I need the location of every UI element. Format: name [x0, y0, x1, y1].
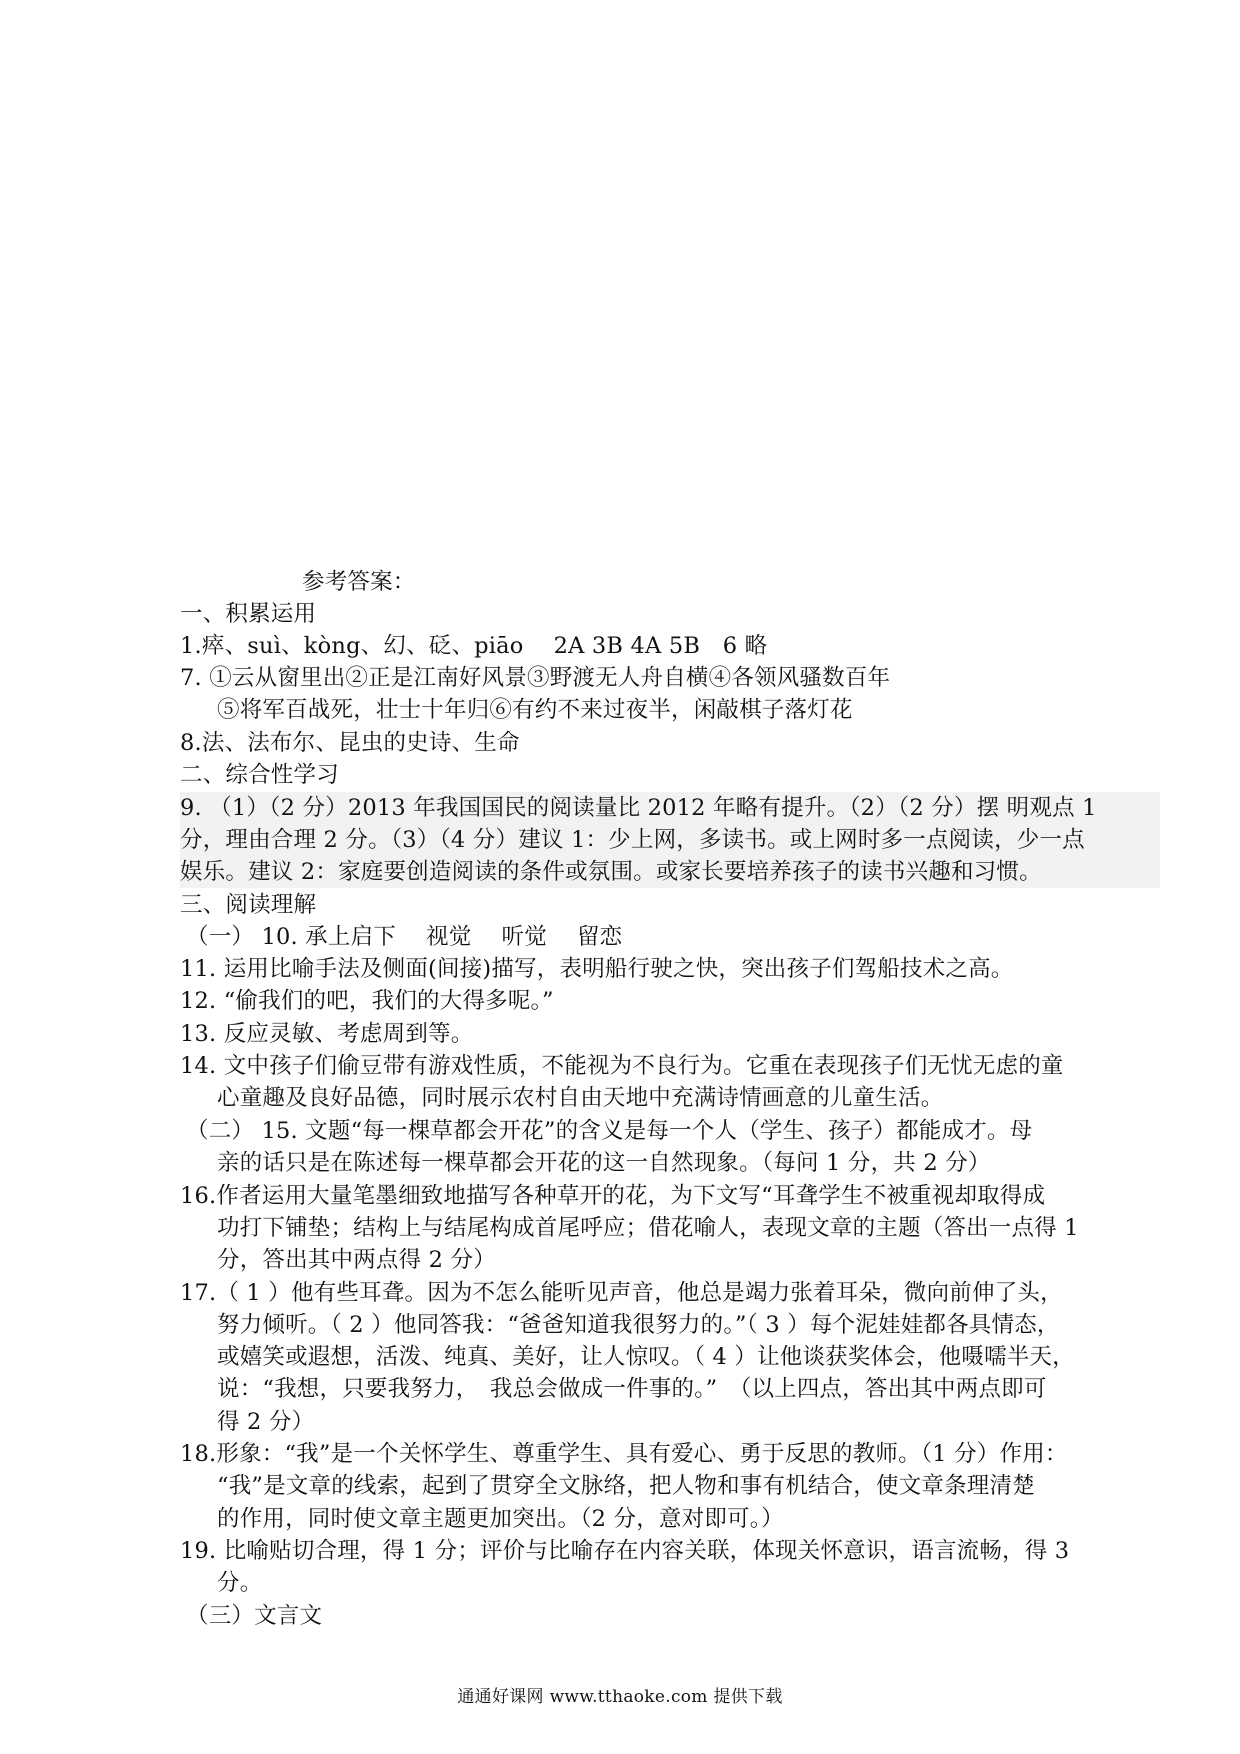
answer-line-14-cont: 心童趣及良好品德，同时展示农村自由天地中充满诗情画意的儿童生活。	[217, 1085, 944, 1111]
answer-line-16: 16.作者运用大量笔墨细致地描写各种草开的花，为下文写“耳聋学生不被重视却取得成	[180, 1183, 1046, 1209]
answer-line-17-cont-4: 得 2 分）	[217, 1409, 315, 1435]
answer-line-17-cont-2: 或嬉笑或遐想，活泼、纯真、美好，让人惊叹。（ 4 ）让他谈获奖体会，他嗫嚅半天，	[217, 1344, 1075, 1370]
subsection-heading-classical: （三）文言文	[186, 1603, 323, 1629]
answer-line-11: 11. 运用比喻手法及侧面(间接)描写，表明船行驶之快，突出孩子们驾船技术之高。	[180, 956, 1014, 982]
answer-line-18-cont-2: 的作用，同时使文章主题更加突出。（2 分，意对即可。）	[217, 1506, 784, 1532]
answer-line-14: 14. 文中孩子们偷豆带有游戏性质，不能视为不良行为。它重在表现孩子们无忧无虑的童	[180, 1053, 1064, 1079]
answer-line-16-cont-2: 分，答出其中两点得 2 分）	[217, 1247, 496, 1273]
answer-line-17-cont-3: 说：“我想，只要我努力， 我总会做成一件事的。” （以上四点，答出其中两点即可	[217, 1376, 1047, 1402]
answer-line-17-cont-1: 努力倾听。（ 2 ）他同答我：“爸爸知道我很努力的。”（ 3 ）每个泥娃娃都各具情态，	[217, 1312, 1060, 1338]
answer-line-1: 1.瘁、suì、kòng、幻、砭、piāo 2A 3B 4A 5B 6 略	[180, 633, 768, 659]
section-heading-2: 二、综合性学习	[180, 762, 339, 788]
page-title: 参考答案：	[302, 569, 416, 595]
answer-line-19: 19. 比喻贴切合理，得 1 分；评价与比喻存在内容关联，体现关怀意识，语言流畅，得 3	[180, 1538, 1070, 1564]
answer-line-12: 12. “偷我们的吧，我们的大得多呢。”	[180, 988, 554, 1014]
answer-line-7-cont: ⑤将军百战死，壮士十年归⑥有约不来过夜半，闲敲棋子落灯花	[217, 697, 853, 723]
footer-source: 通通好课网 www.tthaoke.com 提供下载	[457, 1687, 783, 1707]
answer-line-8: 8.法、法布尔、昆虫的史诗、生命	[180, 730, 520, 756]
answer-line-9-cont-1: 分，理由合理 2 分。（3）（4 分）建议 1：少上网，多读书。或上网时多一点阅读，少一点	[180, 824, 1160, 856]
answer-line-15-cont: 亲的话只是在陈述每一棵草都会开花的这一自然现象。（每问 1 分，共 2 分）	[217, 1150, 991, 1176]
answer-line-15: （二） 15. 文题“每一棵草都会开花”的含义是每一个人（学生、孩子）都能成才。母	[186, 1118, 1033, 1144]
answer-line-18: 18.形象：“我”是一个关怀学生、尊重学生、具有爱心、勇于反思的教师。（1 分）作用：	[180, 1441, 1068, 1467]
answer-line-9-cont-2: 娱乐。建议 2：家庭要创造阅读的条件或氛围。或家长要培养孩子的读书兴趣和习惯。	[180, 856, 1160, 888]
answer-line-16-cont-1: 功打下铺垫；结构上与结尾构成首尾呼应；借花喻人，表现文章的主题（答出一点得 1	[217, 1215, 1079, 1241]
answer-line-7: 7. ①云从窗里出②正是江南好风景③野渡无人舟自横④各领风骚数百年	[180, 665, 891, 691]
answer-line-19-cont: 分。	[217, 1570, 263, 1596]
answer-line-13: 13. 反应灵敏、考虑周到等。	[180, 1021, 474, 1047]
section-heading-1: 一、积累运用	[180, 601, 317, 627]
section-heading-3: 三、阅读理解	[180, 892, 317, 918]
answer-line-17: 17.（ 1 ）他有些耳聋。因为不怎么能听见声音，他总是竭力张着耳朵，微向前伸了头，	[180, 1280, 1063, 1306]
answer-line-18-cont-1: “我”是文章的线索，起到了贯穿全文脉络，把人物和事有机结合，使文章条理清楚	[217, 1473, 1035, 1499]
answer-line-9: 9. （1）（2 分）2013 年我国国民的阅读量比 2012 年略有提升。（2）（2 分）摆 明观点 1	[180, 792, 1160, 824]
answer-line-10: （一） 10. 承上启下 视觉 听觉 留恋	[186, 924, 623, 950]
